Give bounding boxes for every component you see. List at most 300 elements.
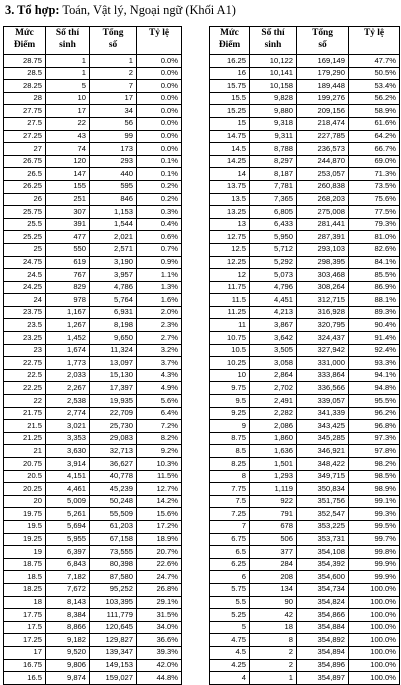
cumulative-total-cell: 287,391 [297,231,349,244]
ratio-cell: 1.3% [137,281,182,294]
table-row [4,458,182,471]
candidates-cell: 4,461 [46,483,90,496]
candidates-cell: 5,073 [250,269,297,282]
ratio-cell: 6.4% [137,407,182,420]
table-row [210,609,400,622]
table-row [210,294,400,307]
cumulative-total-cell: 8,198 [90,319,137,332]
ratio-cell: 2.7% [137,332,182,345]
score-cell: 4.5 [210,646,250,659]
candidates-cell: 3,914 [46,458,90,471]
ratio-cell: 99.5% [349,520,400,533]
ratio-cell: 85.5% [349,269,400,282]
cumulative-total-cell: 9,650 [90,332,137,345]
ratio-cell: 53.4% [349,80,400,93]
cumulative-total-cell: 298,395 [297,256,349,269]
ratio-cell: 15.6% [137,508,182,521]
score-cell: 7.75 [210,483,250,496]
candidates-cell: 10 [46,92,90,105]
score-cell: 12.75 [210,231,250,244]
ratio-cell: 2.3% [137,319,182,332]
ratio-cell: 100.0% [349,621,400,634]
ratio-cell: 12.7% [137,483,182,496]
section-heading [5,3,236,17]
candidates-cell: 1,267 [46,319,90,332]
candidates-cell: 9,874 [46,672,90,685]
ratio-cell: 99.8% [349,546,400,559]
score-cell: 22.5 [4,369,46,382]
cumulative-total-cell: 348,422 [297,458,349,471]
cumulative-total-cell: 339,057 [297,395,349,408]
score-cell: 5 [210,621,250,634]
table-row [4,281,182,294]
table-row [4,206,182,219]
ratio-cell: 99.7% [349,533,400,546]
score-cell: 4.75 [210,634,250,647]
candidates-cell: 1,860 [250,432,297,445]
ratio-cell: 64.2% [349,130,400,143]
table-row [4,445,182,458]
table-row [210,55,400,68]
cumulative-total-cell: 120,645 [90,621,137,634]
cumulative-total-cell: 36,627 [90,458,137,471]
cumulative-total-cell: 87,580 [90,571,137,584]
score-cell: 9.25 [210,407,250,420]
cumulative-total-cell: 34 [90,105,137,118]
table-row [210,420,400,433]
cumulative-total-cell: 354,866 [297,609,349,622]
cumulative-total-cell: 268,203 [297,193,349,206]
cumulative-total-cell: 354,896 [297,659,349,672]
table-row [4,105,182,118]
cumulative-total-cell: 327,942 [297,344,349,357]
col-header-score: Mức Điểm [210,27,250,55]
score-cell: 13 [210,218,250,231]
ratio-cell: 89.3% [349,306,400,319]
ratio-cell: 2.0% [137,306,182,319]
candidates-cell: 5,292 [250,256,297,269]
ratio-cell: 93.3% [349,357,400,370]
table-row [4,243,182,256]
ratio-cell: 14.2% [137,495,182,508]
candidates-cell: 5,261 [46,508,90,521]
candidates-cell: 7,672 [46,583,90,596]
score-cell: 16.75 [4,659,46,672]
candidates-cell: 2 [250,659,297,672]
ratio-cell: 81.0% [349,231,400,244]
cumulative-total-cell: 244,870 [297,155,349,168]
candidates-cell: 10,122 [250,55,297,68]
cumulative-total-cell: 80,398 [90,558,137,571]
score-cell: 6.5 [210,546,250,559]
ratio-cell: 82.6% [349,243,400,256]
score-cell: 6.25 [210,558,250,571]
candidates-cell: 1 [46,55,90,68]
table-row [4,256,182,269]
score-cell: 24.25 [4,281,46,294]
table-row [210,483,400,496]
score-table-right [209,26,400,685]
candidates-cell: 9,520 [46,646,90,659]
score-cell: 10.5 [210,344,250,357]
table-row [210,357,400,370]
ratio-cell: 1.1% [137,269,182,282]
cumulative-total-cell: 25,730 [90,420,137,433]
table-row [4,130,182,143]
table-row [210,130,400,143]
ratio-cell: 0.0% [137,67,182,80]
candidates-cell: 7,182 [46,571,90,584]
candidates-cell: 7,365 [250,193,297,206]
cumulative-total-cell: 61,203 [90,520,137,533]
candidates-cell: 3,642 [250,332,297,345]
table-row [210,80,400,93]
score-cell: 20.75 [4,458,46,471]
candidates-cell: 17 [46,105,90,118]
cumulative-total-cell: 352,547 [297,508,349,521]
score-cell: 11.5 [210,294,250,307]
candidates-cell: 8,187 [250,168,297,181]
table-row [210,458,400,471]
table-row [210,407,400,420]
score-cell: 13.75 [210,180,250,193]
ratio-cell: 34.0% [137,621,182,634]
score-cell: 8.5 [210,445,250,458]
ratio-cell: 8.2% [137,432,182,445]
score-cell: 10 [210,369,250,382]
cumulative-total-cell: 354,897 [297,672,349,685]
ratio-cell: 100.0% [349,609,400,622]
cumulative-total-cell: 303,468 [297,269,349,282]
table-row [210,382,400,395]
ratio-cell: 96.8% [349,420,400,433]
candidates-cell: 9,311 [250,130,297,143]
cumulative-total-cell: 45,239 [90,483,137,496]
candidates-cell: 6,805 [250,206,297,219]
cumulative-total-cell: 353,731 [297,533,349,546]
ratio-cell: 0.0% [137,117,182,130]
candidates-cell: 2 [250,646,297,659]
ratio-cell: 97.3% [349,432,400,445]
cumulative-total-cell: 56 [90,117,137,130]
cumulative-total-cell: 1 [90,55,137,68]
table-row [210,621,400,634]
score-cell: 5.25 [210,609,250,622]
candidates-cell: 829 [46,281,90,294]
table-row [4,609,182,622]
ratio-cell: 0.0% [137,130,182,143]
score-cell: 16.5 [4,672,46,685]
table-row [4,269,182,282]
table-row [210,558,400,571]
ratio-cell: 97.8% [349,445,400,458]
score-cell: 23.75 [4,306,46,319]
score-cell: 28.25 [4,80,46,93]
cumulative-total-cell: 99 [90,130,137,143]
score-cell: 13.25 [210,206,250,219]
ratio-cell: 90.4% [349,319,400,332]
table-row [210,445,400,458]
cumulative-total-cell: 129,827 [90,634,137,647]
score-cell: 16 [210,67,250,80]
candidates-cell: 3,867 [250,319,297,332]
score-cell: 14.5 [210,143,250,156]
candidates-cell: 8 [250,634,297,647]
candidates-cell: 134 [250,583,297,596]
ratio-cell: 99.9% [349,558,400,571]
candidates-cell: 3,021 [46,420,90,433]
ratio-cell: 91.4% [349,332,400,345]
section-subject-combo: Toán, Vật lý, Ngoại ngữ (Khối A1) [62,3,236,17]
score-cell: 15.75 [210,80,250,93]
score-cell: 12 [210,269,250,282]
candidates-cell: 5,950 [250,231,297,244]
ratio-cell: 9.2% [137,445,182,458]
score-cell: 17.25 [4,634,46,647]
candidates-cell: 2,033 [46,369,90,382]
score-cell: 19 [4,546,46,559]
ratio-cell: 10.3% [137,458,182,471]
table-row [4,634,182,647]
candidates-cell: 377 [250,546,297,559]
cumulative-total-cell: 354,392 [297,558,349,571]
score-cell: 21.75 [4,407,46,420]
ratio-cell: 100.0% [349,646,400,659]
ratio-cell: 3.7% [137,357,182,370]
col-header-ratio: Tỷ lệ [137,27,182,55]
table-row [4,306,182,319]
cumulative-total-cell: 17,397 [90,382,137,395]
table-row [210,634,400,647]
score-cell: 10.75 [210,332,250,345]
score-cell: 25 [4,243,46,256]
score-cell: 14 [210,168,250,181]
table-row [4,92,182,105]
score-cell: 11.25 [210,306,250,319]
cumulative-total-cell: 22,709 [90,407,137,420]
section-number: 3. [5,3,15,17]
table-row [4,470,182,483]
candidates-cell: 4,151 [46,470,90,483]
score-cell: 28.75 [4,55,46,68]
ratio-cell: 98.5% [349,470,400,483]
table-row [4,495,182,508]
cumulative-total-cell: 346,921 [297,445,349,458]
cumulative-total-cell: 349,715 [297,470,349,483]
score-cell: 27 [4,143,46,156]
ratio-cell: 0.1% [137,168,182,181]
table-row [210,155,400,168]
table-row [4,596,182,609]
score-cell: 16.25 [210,55,250,68]
candidates-cell: 550 [46,243,90,256]
score-cell: 15.25 [210,105,250,118]
ratio-cell: 29.1% [137,596,182,609]
ratio-cell: 69.0% [349,155,400,168]
ratio-cell: 100.0% [349,596,400,609]
score-cell: 20.25 [4,483,46,496]
cumulative-total-cell: 312,715 [297,294,349,307]
cumulative-total-cell: 67,158 [90,533,137,546]
cumulative-total-cell: 55,509 [90,508,137,521]
candidates-cell: 5,955 [46,533,90,546]
candidates-cell: 619 [46,256,90,269]
cumulative-total-cell: 95,252 [90,583,137,596]
ratio-cell: 0.0% [137,55,182,68]
candidates-cell: 42 [250,609,297,622]
score-cell: 9.5 [210,395,250,408]
cumulative-total-cell: 354,824 [297,596,349,609]
score-cell: 11 [210,319,250,332]
score-cell: 6.75 [210,533,250,546]
table-row [4,558,182,571]
score-cell: 10.25 [210,357,250,370]
ratio-cell: 99.1% [349,495,400,508]
table-row [4,180,182,193]
candidates-cell: 18 [250,621,297,634]
candidates-cell: 1 [250,672,297,685]
ratio-cell: 56.2% [349,92,400,105]
table-row [210,659,400,672]
candidates-cell: 3,505 [250,344,297,357]
ratio-cell: 18.9% [137,533,182,546]
col-header-candidates: Số thí sinh [46,27,90,55]
table-row [4,483,182,496]
cumulative-total-cell: 173 [90,143,137,156]
cumulative-total-cell: 350,834 [297,483,349,496]
ratio-cell: 22.6% [137,558,182,571]
ratio-cell: 92.4% [349,344,400,357]
table-row [4,583,182,596]
table-row [4,55,182,68]
score-cell: 4 [210,672,250,685]
table-row [210,105,400,118]
cumulative-total-cell: 260,838 [297,180,349,193]
ratio-cell: 75.6% [349,193,400,206]
table-row [4,155,182,168]
candidates-cell: 767 [46,269,90,282]
ratio-cell: 0.2% [137,193,182,206]
score-cell: 14.75 [210,130,250,143]
ratio-cell: 0.1% [137,155,182,168]
score-cell: 18.75 [4,558,46,571]
candidates-cell: 4,213 [250,306,297,319]
ratio-cell: 94.1% [349,369,400,382]
ratio-cell: 100.0% [349,659,400,672]
col-header-total: Tổng số [297,27,349,55]
cumulative-total-cell: 341,339 [297,407,349,420]
candidates-cell: 5,712 [250,243,297,256]
cumulative-total-cell: 354,734 [297,583,349,596]
ratio-cell: 66.7% [349,143,400,156]
col-header-total: Tổng số [90,27,137,55]
score-cell: 23 [4,344,46,357]
candidates-cell: 8,788 [250,143,297,156]
ratio-cell: 36.6% [137,634,182,647]
table-row [4,420,182,433]
table-row [210,672,400,685]
table-row [210,332,400,345]
table-row [4,168,182,181]
table-row [4,80,182,93]
score-cell: 19.75 [4,508,46,521]
table-row [4,117,182,130]
ratio-cell: 98.2% [349,458,400,471]
table-row [4,407,182,420]
ratio-cell: 39.3% [137,646,182,659]
candidates-cell: 5 [46,80,90,93]
cumulative-total-cell: 6,931 [90,306,137,319]
candidates-cell: 3,630 [46,445,90,458]
table-row [210,583,400,596]
cumulative-total-cell: 354,108 [297,546,349,559]
score-cell: 25.5 [4,218,46,231]
cumulative-total-cell: 159,027 [90,672,137,685]
col-header-ratio: Tỷ lệ [349,27,400,55]
ratio-cell: 84.1% [349,256,400,269]
table-row [210,117,400,130]
cumulative-total-cell: 40,778 [90,470,137,483]
table-row [210,206,400,219]
score-cell: 8 [210,470,250,483]
table-row [4,193,182,206]
score-cell: 26.5 [4,168,46,181]
score-cell: 13.5 [210,193,250,206]
score-cell: 28.5 [4,67,46,80]
cumulative-total-cell: 179,290 [297,67,349,80]
candidates-cell: 1 [46,67,90,80]
table-row [210,432,400,445]
candidates-cell: 307 [46,206,90,219]
cumulative-total-cell: 345,285 [297,432,349,445]
table-row [4,533,182,546]
table-row [4,621,182,634]
cumulative-total-cell: 595 [90,180,137,193]
cumulative-total-cell: 2,021 [90,231,137,244]
ratio-cell: 0.0% [137,80,182,93]
cumulative-total-cell: 320,795 [297,319,349,332]
table-row [210,243,400,256]
table-row [210,143,400,156]
score-cell: 7.25 [210,508,250,521]
table-row [4,571,182,584]
score-cell: 5.5 [210,596,250,609]
table-row [4,520,182,533]
cumulative-total-cell: 343,425 [297,420,349,433]
score-cell: 22.75 [4,357,46,370]
score-cell: 20 [4,495,46,508]
table-row [210,92,400,105]
cumulative-total-cell: 336,566 [297,382,349,395]
score-cell: 21 [4,445,46,458]
ratio-cell: 4.9% [137,382,182,395]
score-cell: 26.25 [4,180,46,193]
candidates-cell: 2,086 [250,420,297,433]
ratio-cell: 71.3% [349,168,400,181]
candidates-cell: 4,796 [250,281,297,294]
cumulative-total-cell: 227,785 [297,130,349,143]
ratio-cell: 0.2% [137,180,182,193]
score-cell: 25.75 [4,206,46,219]
ratio-cell: 0.3% [137,206,182,219]
cumulative-total-cell: 73,555 [90,546,137,559]
candidates-cell: 2,491 [250,395,297,408]
table-row [210,395,400,408]
table-row [210,495,400,508]
candidates-cell: 3,058 [250,357,297,370]
ratio-cell: 11.5% [137,470,182,483]
candidates-cell: 7,781 [250,180,297,193]
